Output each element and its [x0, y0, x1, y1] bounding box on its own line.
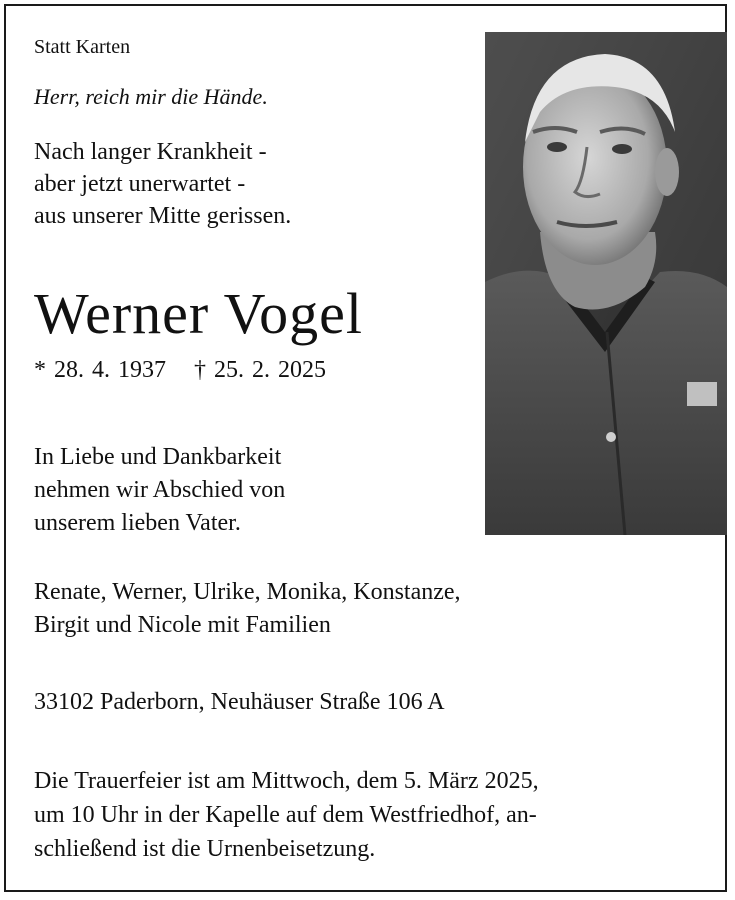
life-dates	[34, 357, 326, 384]
birth-date: * 28. 4. 1937	[34, 357, 166, 383]
address: 33102 Paderborn, Neuhäuser Straße 106 A	[34, 689, 445, 715]
motto: Herr, reich mir die Hände.	[34, 84, 268, 109]
family-line: Birgit und Nicole mit Familien	[34, 612, 331, 638]
tribute-line: unserem lieben Vater.	[34, 510, 241, 536]
service-line: schließend ist die Urnenbeisetzung.	[34, 836, 376, 862]
family-line: Renate, Werner, Ulrike, Monika, Konstanze,	[34, 579, 461, 605]
service-info	[34, 764, 698, 866]
service-line: um 10 Uhr in der Kapelle auf dem Westfriedhof, an-	[34, 802, 537, 828]
portrait-photo	[485, 32, 727, 535]
tribute-line: In Liebe und Dankbarkeit	[34, 444, 282, 470]
death-date: † 25. 2. 2025	[194, 357, 326, 383]
statt-karten-label: Statt Karten	[34, 36, 131, 58]
intro-line: aus unserer Mitte gerissen.	[34, 203, 292, 229]
family-names	[34, 576, 461, 642]
tribute-line: nehmen wir Abschied von	[34, 477, 286, 503]
tribute-text	[34, 441, 285, 540]
intro-text	[34, 136, 291, 232]
intro-line: Nach langer Krankheit -	[34, 139, 267, 165]
deceased-name: Werner Vogel	[34, 281, 363, 346]
service-line: Die Trauerfeier ist am Mittwoch, dem 5. März 2025,	[34, 768, 539, 794]
intro-line: aber jetzt unerwartet -	[34, 171, 246, 197]
